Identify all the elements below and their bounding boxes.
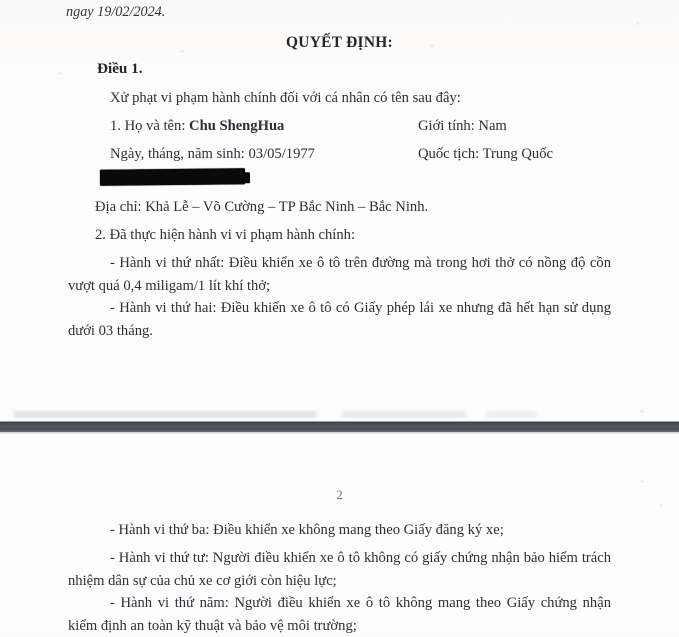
violation-item-4: - Hành vi thứ tư: Người điều khiển xe ô tô không có giấy chứng nhận bảo hiểm trách nhiệm dân sự của chủ xe cơ giới còn hiệu lực;: [68, 550, 611, 589]
date-of-birth-row: Ngày, tháng, năm sinh: 03/05/1977: [110, 146, 315, 162]
fullname-row: [110, 119, 284, 134]
decision-heading: QUYẾT ĐỊNH:: [286, 34, 393, 51]
scan-speckle: [58, 72, 62, 75]
violation-item-1: - Hành vi thứ nhất: Điều khiển xe ô tô trên đường mà trong hơi thở có nồng độ cồn vượt quá 0,4 miligam/1 lít khí thở;: [68, 255, 611, 294]
article-1-heading: Điều 1.: [97, 60, 143, 77]
page-separator-band: [0, 422, 679, 432]
penalty-intro-line: Xử phạt vi phạm hành chính đối với cá nhân có tên sau đây:: [110, 90, 461, 106]
gender-row: Giới tính: Nam: [418, 118, 507, 134]
document-date-line: ngay 19/02/2024.: [66, 4, 166, 20]
page-separator: [0, 421, 679, 434]
page-number: 2: [336, 487, 343, 502]
redaction-bar: [100, 168, 245, 186]
violation-item-3: - Hành vi thứ ba: Điều khiển xe không mang theo Giấy đăng ký xe;: [110, 522, 504, 538]
violations-heading: 2. Đã thực hiện hành vi vi phạm hành chính:: [95, 227, 356, 243]
fullname-value: Chu ShengHua: [189, 118, 285, 134]
scan-speckle: [640, 480, 644, 483]
scan-speckle: [660, 504, 663, 507]
address-row: Địa chỉ: Khả Lễ – Võ Cường – TP Bắc Ninh – Bắc Ninh.: [95, 199, 429, 215]
fullname-label: 1. Họ và tên:: [110, 118, 186, 134]
nationality-row: Quốc tịch: Trung Quốc: [418, 146, 553, 162]
scan-footer-ghost-line: [14, 411, 654, 418]
scan-speckle: [180, 50, 185, 53]
scan-speckle: [636, 22, 639, 25]
violation-item-2: - Hành vi thứ hai: Điều khiển xe ô tô có Giấy phép lái xe nhưng đã hết hạn sử dụng dưới 03 tháng.: [68, 300, 611, 339]
violation-item-5: - Hành vi thứ năm: Người điều khiển xe ô tô không mang theo Giấy chứng nhận kiểm định an toàn kỹ thuật và bảo vệ môi trường;: [68, 595, 611, 634]
